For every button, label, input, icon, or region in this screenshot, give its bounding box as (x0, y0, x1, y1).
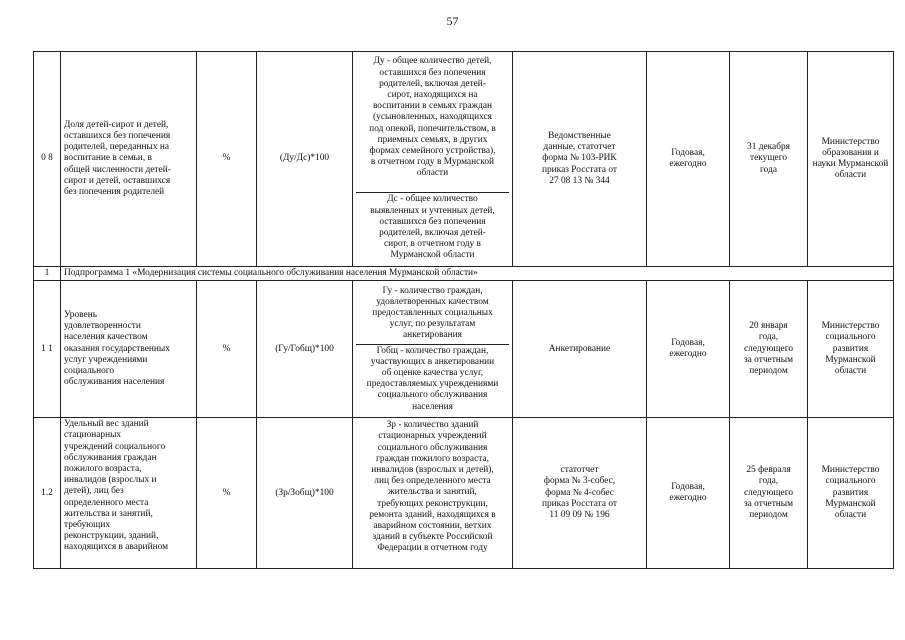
date-cell: 31 декабря текущего года (730, 52, 808, 267)
row-number: 1 1 (34, 281, 61, 418)
unit-cell: % (197, 281, 257, 418)
periodicity-cell: Годовая, ежегодно (647, 418, 730, 569)
source-cell: Ведомственные данные, статотчет форма № 103-РИК приказ Росстата от 27 08 13 № 344 (513, 52, 647, 267)
periodicity-cell: Годовая, ежегодно (647, 281, 730, 418)
definitions-cell (353, 281, 513, 418)
date-cell: 25 февраля года, следующего за отчетным периодом (730, 418, 808, 569)
page-number: 57 (446, 14, 459, 28)
row-number: 1 (34, 267, 61, 281)
formula-cell: (Ду/Дс)*100 (257, 52, 353, 267)
definition-text: Гу - количество граждан, удовлетворенных качеством предоставленных социальных услуг, по результатам анкетирования (372, 285, 493, 341)
definitions-cell (353, 418, 513, 569)
formula-cell: (Зр/Зобщ)*100 (257, 418, 353, 569)
subprogram-title: Подпрограмма 1 «Модернизация системы социального обслуживания населения Мурманской области» (61, 267, 894, 281)
definition-text: Ду - общее количество детей, оставшихся без попечения родителей, включая детей- сирот, находящихся на воспитании в семьях граждан (усыновленных, находящихся под опекой, попечительством, в приемных семьях, в других формах семейного устройства), в отчетном году в Мурманской области (369, 56, 496, 179)
table-row (34, 281, 894, 418)
responsible-cell: Министерство социального развития Мурманской области (808, 281, 894, 418)
table-row (34, 52, 894, 267)
table-row (34, 418, 894, 569)
responsible-cell: Министерство социального развития Мурманской области (808, 418, 894, 569)
unit-cell: % (197, 418, 257, 569)
source-cell: Анкетирование (513, 281, 647, 418)
responsible-cell: Министерство образования и науки Мурманской области (808, 52, 894, 267)
source-cell: статотчет форма № 3-собес, форма № 4-собес приказ Росстата от 11 09 09 № 196 (513, 418, 647, 569)
indicators-table (33, 51, 894, 569)
definition-text: Дс - общее количество выявленных и учтенных детей, оставшихся без попечения родителей, включая детей- сирот, в отчетном году в Мурманской области (356, 192, 509, 262)
formula-cell: (Гу/Гобщ)*100 (257, 281, 353, 418)
indicator-name: Удельный вес зданий стационарных учреждений социального обслуживания граждан пожилого возраста, инвалидов (взрослых и детей), лиц без определенного места жительства и занятий, требующих реконструкции, зданий, находящихся в аварийном (61, 418, 197, 569)
unit-cell: % (197, 52, 257, 267)
date-cell: 20 января года, следующего за отчетным периодом (730, 281, 808, 418)
indicator-name: Доля детей-сирот и детей, оставшихся без попечения родителей, переданных на воспитание в семьи, в общей численности детей- сирот и детей, оставшихся без попечения родителей (61, 52, 197, 267)
periodicity-cell: Годовая, ежегодно (647, 52, 730, 267)
definition-text: Зр - количество зданий стационарных учреждений социального обслуживания граждан пожилого возраста, инвалидов (взрослых и детей), лиц без определенного места жительства и занятий, требующих реконструкции, ремонта зданий, находящихся в аварийном состоянии, ветхих зданий в субъекте Российской Федерации в отчетном году (369, 420, 496, 554)
subprogram-row (34, 267, 894, 281)
row-number: 1.2 (34, 418, 61, 569)
definition-text: Гобщ - количество граждан, участвующих в анкетировании об оценке качества услуг, предоставляемых учреждениями социального обслуживания населения (356, 344, 509, 414)
definitions-cell (353, 52, 513, 267)
indicator-name: Уровень удовлетворенности населения качеством оказания государственных услуг учреждениями социального обслуживания населения (61, 281, 197, 418)
row-number: 0 8 (34, 52, 61, 267)
